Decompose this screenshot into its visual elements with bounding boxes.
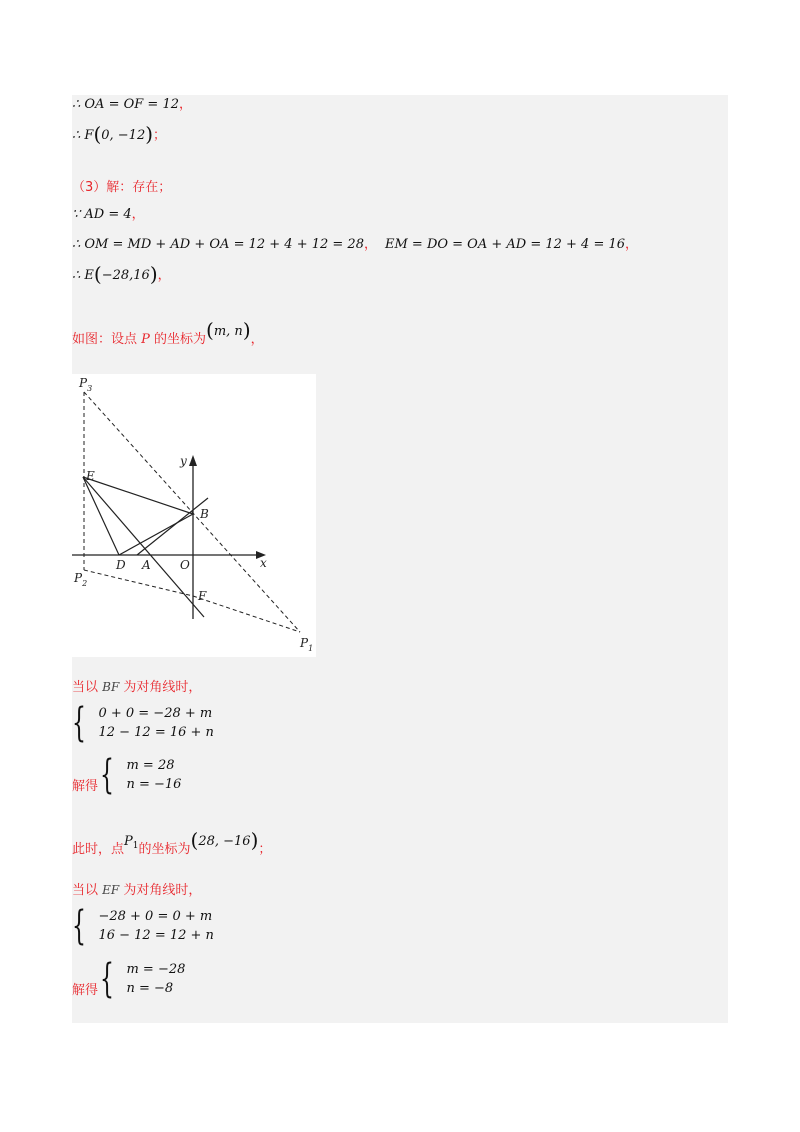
point-p-coords: m, n bbox=[213, 324, 243, 339]
part-3-heading: （3）解：存在； bbox=[72, 180, 172, 195]
solution-bf: 解得 { m = 28 n = −16 bbox=[72, 752, 182, 798]
equation-om: ∴ OM = MD + AD + OA = 12 + 4 + 12 = 28 bbox=[72, 237, 364, 252]
geometry-figure bbox=[72, 374, 316, 657]
dashed-f-p1 bbox=[193, 596, 300, 632]
segment-db bbox=[119, 514, 193, 555]
dashed-p3-p1 bbox=[84, 392, 300, 632]
case-ef-heading: 当以 EF 为对角线时， bbox=[72, 883, 202, 898]
equation-em: EM = DO = OA + AD = 12 + 4 = 16 bbox=[384, 237, 626, 252]
label-e: E bbox=[86, 469, 95, 483]
label-y: y bbox=[180, 454, 187, 468]
label-o: O bbox=[180, 558, 190, 572]
line-ad: ∵ AD = 4， bbox=[72, 207, 145, 222]
equation-system-ef: { −28 + 0 = 0 + m 16 − 12 = 12 + n bbox=[72, 903, 214, 949]
label-x: x bbox=[260, 556, 267, 570]
case-bf-heading: 当以 BF 为对角线时， bbox=[72, 680, 202, 695]
label-a: A bbox=[142, 558, 151, 572]
coordinate-diagram bbox=[72, 374, 316, 657]
line-p1-coords: 此时，点$P_1$的坐标为(28, −16)； bbox=[72, 828, 272, 857]
label-b: B bbox=[200, 507, 209, 521]
label-p1: $P_1$ bbox=[300, 636, 314, 653]
segment-ed bbox=[83, 477, 119, 555]
point-f-coords: 0, −12 bbox=[101, 128, 146, 143]
solution-ef: 解得 { m = −28 n = −8 bbox=[72, 956, 186, 1002]
equation-system-bf: { 0 + 0 = −28 + m 12 − 12 = 16 + n bbox=[72, 700, 214, 746]
label-p2: $P_2$ bbox=[74, 571, 88, 588]
label-d: D bbox=[116, 558, 126, 572]
line-set-p: 如图：设点 P 的坐标为(m, n)， bbox=[72, 318, 264, 347]
equation-oa-of: ∴ OA = OF = 12 bbox=[72, 97, 179, 112]
segment-ef bbox=[83, 477, 204, 617]
y-axis-arrow bbox=[189, 455, 197, 466]
line-point-e: ∴ E(−28,16)， bbox=[72, 262, 171, 286]
line-oa-of: ∴ OA = OF = 12， bbox=[72, 97, 192, 112]
line-om-em: ∴ OM = MD + AD + OA = 12 + 4 + 12 = 28， EM = DO = OA + AD = 12 + 4 = 16， bbox=[72, 237, 639, 252]
label-p3: $P_3$ bbox=[79, 376, 93, 393]
line-point-f: ∴ F(0, −12)； bbox=[72, 122, 167, 146]
dashed-p2-f bbox=[84, 570, 193, 596]
point-p1-coords: 28, −16 bbox=[198, 834, 251, 849]
point-e-coords: −28,16 bbox=[101, 268, 150, 283]
label-f: F bbox=[198, 589, 207, 603]
